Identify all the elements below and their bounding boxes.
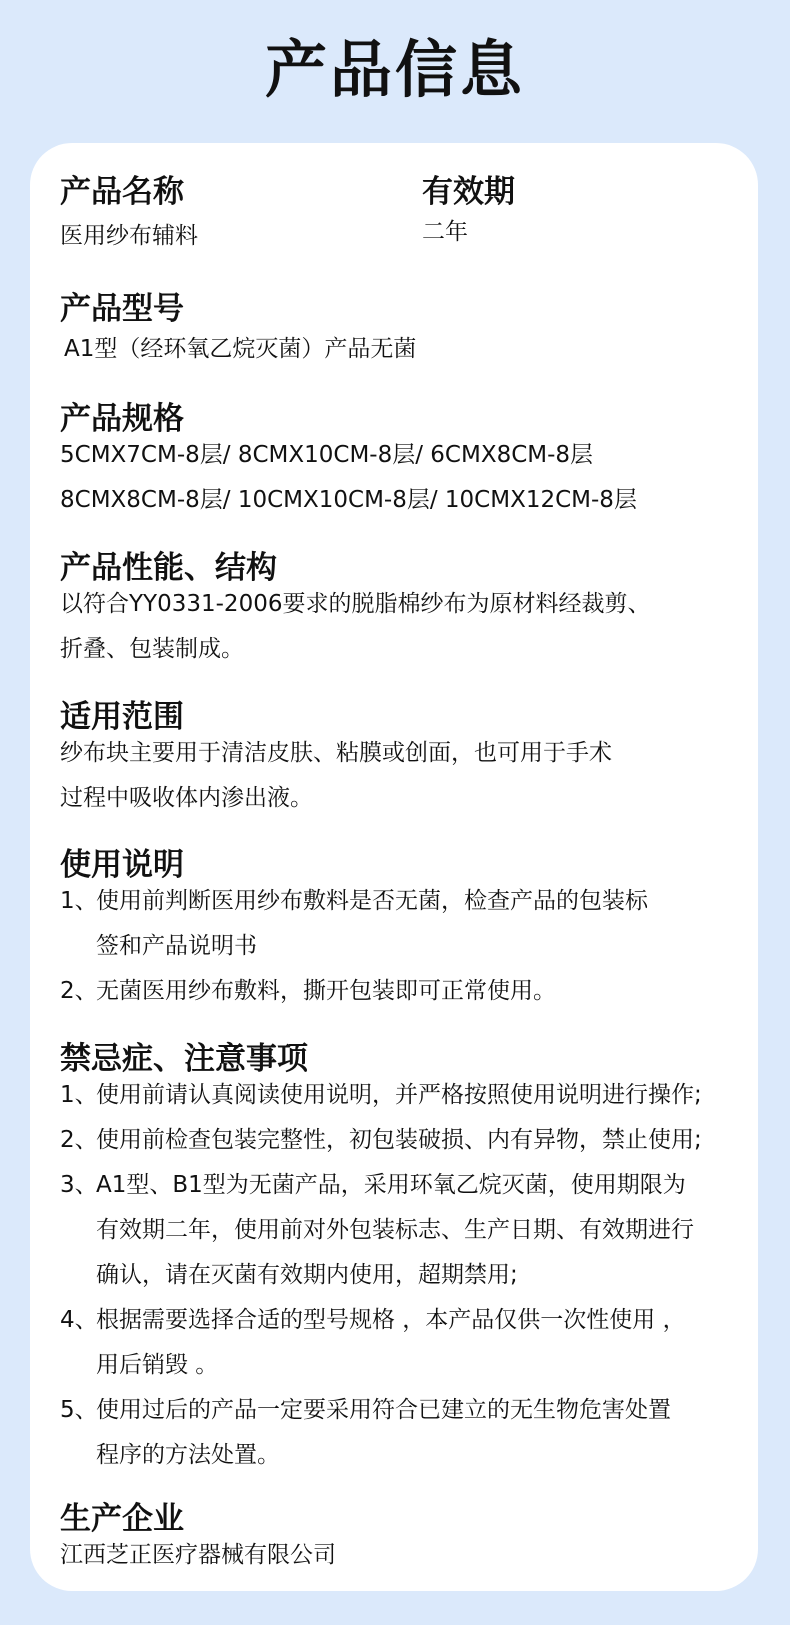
caution-item xyxy=(60,1118,702,1163)
item-number: 2、 xyxy=(60,978,98,1004)
section-manufacturer xyxy=(60,1499,336,1578)
item-line: 使用前判断医用纱布敷料是否无菌，检查产品的包装标 xyxy=(96,888,648,914)
item-line: 签和产品说明书 xyxy=(96,933,257,959)
performance-heading: 产品性能、结构 xyxy=(60,550,277,586)
item-line: 无菌医用纱布敷料，撕开包装即可正常使用。 xyxy=(96,978,556,1004)
section-performance xyxy=(60,548,650,672)
item-line: A1型、B1型为无菌产品，采用环氧乙烷灭菌，使用期限为 xyxy=(96,1172,686,1198)
item-line: 使用过后的产品一定要采用符合已建立的无生物危害处置 xyxy=(96,1397,671,1423)
item-number: 4、 xyxy=(60,1307,98,1333)
usage-item xyxy=(60,879,648,969)
performance-line: 以符合YY0331-2006要求的脱脂棉纱布为原材料经裁剪、 xyxy=(60,591,651,617)
usage-heading: 使用说明 xyxy=(60,847,184,883)
section-spec xyxy=(60,399,637,523)
validity-heading: 有效期 xyxy=(422,174,515,210)
item-line: 使用前请认真阅读使用说明，并严格按照使用说明进行操作; xyxy=(96,1082,702,1108)
caution-item xyxy=(60,1388,702,1478)
item-line: 使用前检查包装完整性，初包装破损、内有异物，禁止使用; xyxy=(96,1127,702,1153)
caution-item xyxy=(60,1163,702,1298)
name-heading: 产品名称 xyxy=(60,174,184,210)
page-title: 产品信息 xyxy=(264,33,525,106)
section-model xyxy=(60,289,416,372)
spec-heading: 产品规格 xyxy=(60,401,184,437)
model-value: A1型（经环氧乙烷灭菌）产品无菌 xyxy=(64,336,417,362)
scope-line: 过程中吸收体内渗出液。 xyxy=(60,785,313,811)
manufacturer-value: 江西芝正医疗器械有限公司 xyxy=(60,1542,336,1568)
item-number: 2、 xyxy=(60,1127,98,1153)
scope-line: 纱布块主要用于清洁皮肤、粘膜或创面，也可用于手术 xyxy=(60,740,612,766)
section-scope xyxy=(60,697,612,821)
item-number: 3、 xyxy=(60,1172,98,1198)
item-line: 程序的方法处置。 xyxy=(96,1442,280,1468)
caution-item xyxy=(60,1073,702,1118)
validity-value: 二年 xyxy=(422,219,468,245)
item-number: 5、 xyxy=(60,1397,98,1423)
item-line: 用后销毁 。 xyxy=(96,1352,219,1378)
model-heading: 产品型号 xyxy=(60,291,184,327)
item-line: 根据需要选择合适的型号规格 ，本产品仅供一次性使用 ， xyxy=(96,1307,686,1333)
cautions-heading: 禁忌症、注意事项 xyxy=(60,1041,308,1077)
manufacturer-heading: 生产企业 xyxy=(60,1501,184,1537)
item-number: 1、 xyxy=(60,1082,98,1108)
section-name xyxy=(60,172,198,259)
item-line: 有效期二年，使用前对外包装标志、生产日期、有效期进行 xyxy=(96,1217,694,1243)
scope-heading: 适用范围 xyxy=(60,699,184,735)
section-cautions xyxy=(60,1039,702,1478)
section-usage xyxy=(60,845,648,1014)
caution-item xyxy=(60,1298,702,1388)
name-value: 医用纱布辅料 xyxy=(60,223,198,249)
item-number: 1、 xyxy=(60,888,98,914)
usage-item xyxy=(60,969,648,1014)
spec-line: 5CMX7CM-8层/ 8CMX10CM-8层/ 6CMX8CM-8层 xyxy=(60,442,594,468)
item-line: 确认，请在灭菌有效期内使用，超期禁用; xyxy=(96,1262,518,1288)
spec-line: 8CMX8CM-8层/ 10CMX10CM-8层/ 10CMX12CM-8层 xyxy=(60,487,637,513)
performance-line: 折叠、包装制成。 xyxy=(60,636,244,662)
section-validity xyxy=(422,172,515,255)
